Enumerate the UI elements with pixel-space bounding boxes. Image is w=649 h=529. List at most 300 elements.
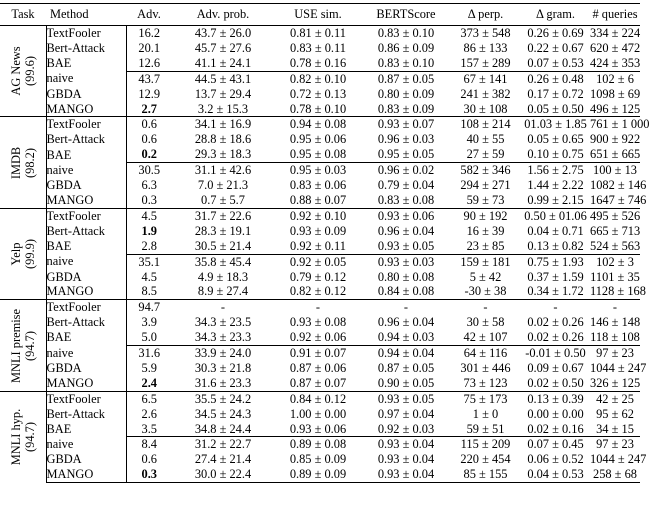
task-label: [0, 300, 46, 391]
adv-cell: 6.5: [126, 391, 172, 406]
bertscore-cell: 0.80 ± 0.08: [377, 269, 435, 284]
delta-gram-cell: 01.03 ± 1.85: [521, 117, 590, 132]
delta-perp-cell: 85 ± 155: [450, 467, 521, 482]
queries-cell: 495 ± 526: [590, 208, 641, 223]
adv-cell: 30.5: [126, 163, 172, 178]
bertscore-cell: 0.94 ± 0.03: [377, 330, 435, 345]
bertscore-cell: 0.96 ± 0.03: [377, 132, 435, 147]
adv-cell: 0.3: [126, 193, 172, 208]
adv-cell: 0.6: [126, 117, 172, 132]
task-label-rotated: [9, 146, 37, 178]
adv-prob-cell: 29.3 ± 18.3: [194, 147, 252, 162]
use-sim-cell: 0.85 ± 0.09: [289, 452, 347, 467]
table-row: [0, 117, 640, 132]
delta-gram-cell: 0.07 ± 0.53: [527, 55, 584, 70]
queries-cell: 95 ± 62: [596, 406, 634, 421]
task-score: (94.7): [22, 330, 37, 361]
table-row: [0, 208, 640, 223]
method-cell: Bert-Attack: [46, 223, 105, 238]
queries-cell: 1082 ± 146: [590, 178, 647, 193]
method-cell: Bert-Attack: [46, 132, 105, 147]
method-cell: GBDA: [46, 360, 82, 375]
table-body: [0, 26, 649, 483]
adv-prob-cell: 7.0 ± 21.3: [197, 178, 249, 193]
queries-cell: 97 ± 23: [590, 346, 640, 361]
delta-perp-cell: 5 ± 42: [469, 269, 502, 284]
adv-cell: 3.5: [126, 422, 172, 437]
task-label-rotated: [9, 47, 37, 96]
delta-gram-cell: 0.22 ± 0.67: [527, 40, 584, 55]
delta-gram-cell: -: [521, 300, 590, 315]
method-cell: TextFooler: [46, 300, 126, 315]
delta-perp-cell: 115 ± 209: [450, 437, 521, 452]
method-cell: BAE: [46, 238, 72, 253]
adv-cell: 20.1: [126, 41, 172, 56]
delta-gram-cell: 0.04 ± 0.71: [527, 223, 584, 238]
adv-cell: 12.9: [126, 87, 172, 102]
use-sim-cell: 0.93 ± 0.08: [289, 315, 347, 330]
queries-cell: 102 ± 3: [590, 254, 640, 269]
method-cell: TextFooler: [46, 117, 126, 132]
method-cell: Bert-Attack: [46, 315, 105, 330]
adv-cell: 0.6: [126, 132, 172, 147]
table-row: [0, 300, 640, 315]
use-sim-cell: 0.78 ± 0.10: [289, 101, 347, 116]
table-row: [0, 147, 640, 162]
adv-prob-cell: 27.4 ± 21.4: [194, 452, 252, 467]
delta-perp-cell: 1 ± 0: [472, 406, 499, 421]
task-label-rotated: [9, 239, 37, 269]
use-sim-cell: 0.87 ± 0.07: [289, 375, 347, 390]
method-cell: naive: [46, 437, 74, 452]
table-row: [0, 41, 640, 56]
method-cell: MANGO: [46, 467, 126, 482]
bertscore-cell: 0.93 ± 0.04: [362, 437, 450, 452]
bertscore-cell: 0.93 ± 0.04: [362, 467, 450, 482]
bertscore-cell: 0.87 ± 0.05: [377, 360, 435, 375]
adv-cell: 43.7: [126, 71, 172, 86]
adv-cell: 12.6: [126, 56, 172, 71]
table-row: [0, 71, 640, 86]
method-cell: BAE: [46, 147, 72, 162]
adv-prob-cell: 30.5 ± 21.4: [194, 238, 252, 253]
queries-cell: 146 ± 148: [590, 315, 641, 330]
method-cell: TextFooler: [46, 26, 101, 40]
table-row: [0, 239, 640, 254]
queries-cell: 665 ± 713: [590, 223, 641, 238]
best-adv-value: 0.2: [141, 147, 157, 162]
use-sim-cell: 0.95 ± 0.08: [289, 147, 347, 162]
header-adv-prob: Adv. prob.: [172, 4, 274, 26]
delta-perp-cell: 59 ± 73: [466, 192, 505, 207]
delta-perp-cell: 241 ± 382: [460, 86, 511, 101]
use-sim-cell: 0.92 ± 0.06: [289, 330, 347, 345]
bertscore-cell: 0.87 ± 0.05: [362, 71, 450, 86]
table-row: [0, 284, 640, 299]
adv-prob-cell: 4.9 ± 18.3: [197, 269, 249, 284]
task-label-rotated: [9, 309, 37, 383]
use-sim-cell: 1.00 ± 0.00: [289, 406, 347, 421]
adv-cell: 8.5: [126, 284, 172, 299]
queries-cell: 1128 ± 168: [590, 284, 646, 299]
adv-prob-cell: -: [172, 300, 274, 315]
bertscore-cell: 0.93 ± 0.03: [362, 254, 450, 269]
delta-gram-cell: 0.02 ± 0.26: [527, 330, 584, 345]
adv-prob-cell: 31.2 ± 22.7: [172, 437, 274, 452]
adv-prob-cell: 28.8 ± 18.6: [194, 132, 252, 147]
bertscore-cell: 0.84 ± 0.08: [377, 284, 435, 299]
bertscore-cell: 0.92 ± 0.03: [377, 421, 435, 436]
adv-prob-cell: 0.7 ± 5.7: [201, 192, 245, 207]
table-row: [0, 330, 640, 345]
use-sim-cell: 0.82 ± 0.12: [289, 284, 347, 299]
delta-gram-cell: 0.26 ± 0.48: [521, 71, 590, 86]
table-row: [0, 193, 640, 208]
header-row: [0, 4, 640, 26]
bertscore-cell: 0.83 ± 0.10: [377, 26, 435, 40]
delta-perp-cell: 86 ± 133: [463, 40, 508, 55]
adv-cell: 2.8: [126, 239, 172, 254]
adv-prob-cell: 35.8 ± 45.4: [172, 254, 274, 269]
bertscore-cell: -: [362, 300, 450, 315]
bertscore-cell: 0.95 ± 0.05: [377, 147, 435, 162]
adv-cell: 6.3: [126, 178, 172, 193]
delta-gram-cell: -0.01 ± 0.50: [521, 346, 590, 361]
table-row: [0, 178, 640, 193]
bertscore-cell: 0.83 ± 0.08: [377, 192, 435, 207]
use-sim-cell: 0.82 ± 0.10: [274, 71, 362, 86]
queries-cell: 34 ± 15: [596, 421, 634, 436]
method-cell: MANGO: [46, 284, 94, 299]
bertscore-cell: 0.83 ± 0.10: [377, 55, 435, 70]
use-sim-cell: 0.79 ± 0.12: [289, 269, 347, 284]
adv-cell: 94.7: [126, 300, 172, 315]
header-use-sim: USE sim.: [274, 4, 362, 26]
use-sim-cell: 0.84 ± 0.12: [274, 391, 362, 406]
header-delta-gram: Δ gram.: [521, 4, 590, 26]
bertscore-cell: 0.94 ± 0.04: [362, 346, 450, 361]
queries-cell: 620 ± 472: [590, 40, 641, 55]
delta-perp-cell: 159 ± 181: [450, 254, 521, 269]
bertscore-cell: 0.83 ± 0.09: [377, 101, 435, 116]
delta-perp-cell: -: [450, 300, 521, 315]
adv-cell: [126, 376, 172, 391]
results-table: [0, 3, 649, 483]
delta-perp-cell: 90 ± 192: [450, 208, 521, 223]
delta-gram-cell: 0.99 ± 2.15: [527, 192, 584, 207]
queries-cell: 1647 ± 746: [590, 192, 647, 207]
task-name: MNLI premise: [8, 308, 23, 383]
adv-prob-cell: 35.5 ± 24.2: [172, 391, 274, 406]
adv-cell: 3.9: [126, 315, 172, 330]
use-sim-cell: 0.83 ± 0.06: [289, 178, 347, 193]
bertscore-cell: 0.93 ± 0.05: [377, 238, 435, 253]
header-delta-perp: Δ perp.: [450, 4, 521, 26]
adv-prob-cell: 28.3 ± 19.1: [194, 223, 252, 238]
method-cell: GBDA: [46, 86, 82, 101]
use-sim-cell: 0.81 ± 0.11: [290, 26, 346, 40]
delta-perp-cell: 108 ± 214: [450, 117, 521, 132]
method-cell: MANGO: [46, 375, 94, 390]
method-cell: BAE: [46, 330, 72, 345]
table-row: [0, 346, 640, 361]
queries-cell: 1101 ± 35: [590, 269, 640, 284]
bertscore-cell: 0.90 ± 0.05: [377, 375, 435, 390]
delta-gram-cell: 0.05 ± 0.65: [527, 132, 584, 147]
header-task: Task: [0, 4, 46, 26]
delta-gram-cell: 0.06 ± 0.52: [527, 452, 584, 467]
header-bertscore: BERTScore: [362, 4, 450, 26]
adv-cell: 31.6: [126, 346, 172, 361]
bertscore-cell: 0.93 ± 0.06: [362, 208, 450, 223]
delta-perp-cell: 27 ± 59: [466, 147, 505, 162]
table-row: [0, 391, 640, 406]
adv-cell: [126, 467, 172, 482]
table-row: [0, 56, 640, 71]
bertscore-cell: 0.93 ± 0.05: [362, 391, 450, 406]
delta-perp-cell: 59 ± 51: [466, 421, 505, 436]
adv-prob-cell: 3.2 ± 15.3: [197, 101, 249, 116]
delta-perp-cell: 16 ± 39: [466, 223, 505, 238]
use-sim-cell: 0.93 ± 0.09: [289, 223, 347, 238]
delta-perp-cell: 157 ± 289: [460, 55, 511, 70]
adv-prob-cell: 34.3 ± 23.5: [194, 315, 252, 330]
delta-gram-cell: 0.13 ± 0.39: [521, 391, 590, 406]
delta-gram-cell: 1.44 ± 2.22: [527, 178, 584, 193]
adv-prob-cell: 8.9 ± 27.4: [197, 284, 249, 299]
task-name: Yelp: [8, 242, 23, 266]
table-row: [0, 315, 640, 330]
use-sim-cell: 0.72 ± 0.13: [289, 86, 347, 101]
adv-cell: 16.2: [126, 26, 172, 41]
table-row: [0, 422, 640, 437]
delta-perp-cell: 23 ± 85: [466, 238, 505, 253]
table-row: [0, 467, 640, 482]
adv-cell: 5.9: [126, 361, 172, 376]
use-sim-cell: 0.93 ± 0.06: [289, 421, 347, 436]
table-row: [0, 254, 640, 269]
adv-prob-cell: 31.6 ± 23.3: [194, 375, 252, 390]
use-sim-cell: -: [274, 300, 362, 315]
use-sim-cell: 0.89 ± 0.08: [274, 437, 362, 452]
method-cell: BAE: [46, 56, 72, 71]
table-row: [0, 437, 640, 452]
delta-gram-cell: 0.02 ± 0.26: [527, 315, 584, 330]
use-sim-cell: 0.92 ± 0.11: [290, 238, 346, 253]
queries-cell: 97 ± 23: [590, 437, 640, 452]
task-name: AG News: [8, 46, 23, 96]
adv-cell: 35.1: [126, 254, 172, 269]
delta-perp-cell: 42 ± 107: [463, 330, 508, 345]
table-row: [0, 407, 640, 422]
delta-perp-cell: 30 ± 58: [466, 315, 505, 330]
queries-cell: -: [590, 300, 640, 315]
delta-perp-cell: 75 ± 173: [450, 391, 521, 406]
bertscore-cell: 0.80 ± 0.09: [377, 86, 435, 101]
task-label: [0, 208, 46, 299]
best-adv-value: 1.9: [141, 223, 157, 238]
table-row: [0, 224, 640, 239]
task-label-rotated: [9, 409, 37, 465]
queries-cell: 118 ± 108: [590, 330, 640, 345]
delta-perp-cell: -30 ± 38: [464, 284, 507, 299]
queries-cell: 102 ± 6: [590, 71, 640, 86]
delta-perp-cell: 64 ± 116: [450, 346, 521, 361]
method-cell: naive: [46, 345, 74, 360]
adv-cell: [126, 224, 172, 239]
adv-cell: 4.5: [126, 208, 172, 223]
bertscore-cell: 0.97 ± 0.04: [377, 406, 435, 421]
queries-cell: 1044 ± 247: [590, 452, 647, 467]
adv-cell: 8.4: [126, 437, 172, 452]
use-sim-cell: 0.88 ± 0.07: [289, 192, 347, 207]
delta-perp-cell: 301 ± 446: [460, 360, 511, 375]
adv-prob-cell: 34.3 ± 23.3: [194, 330, 252, 345]
method-cell: MANGO: [46, 101, 94, 116]
queries-cell: 496 ± 125: [590, 101, 641, 116]
task-score: (94.7): [22, 422, 37, 453]
task-score: (99.9): [22, 239, 37, 270]
bertscore-cell: 0.93 ± 0.07: [362, 117, 450, 132]
delta-gram-cell: 0.10 ± 0.75: [527, 147, 584, 162]
use-sim-cell: 0.95 ± 0.03: [274, 163, 362, 178]
delta-gram-cell: 0.17 ± 0.72: [527, 86, 584, 101]
task-score: (98.2): [22, 147, 37, 178]
queries-cell: 258 ± 68: [590, 467, 640, 482]
delta-gram-cell: 0.34 ± 1.72: [527, 284, 584, 299]
table-row: [0, 102, 640, 117]
adv-cell: 0.6: [126, 452, 172, 467]
use-sim-cell: 0.94 ± 0.08: [274, 117, 362, 132]
adv-prob-cell: 30.3 ± 21.8: [194, 360, 252, 375]
table-row: [0, 376, 640, 391]
method-cell: naive: [46, 71, 74, 86]
queries-cell: 100 ± 13: [590, 163, 640, 178]
header-method: Method: [46, 4, 126, 26]
delta-perp-cell: 373 ± 548: [460, 26, 511, 40]
use-sim-cell: 0.87 ± 0.06: [289, 360, 347, 375]
delta-gram-cell: 0.07 ± 0.45: [521, 437, 590, 452]
method-cell: naive: [46, 162, 74, 177]
method-cell: BAE: [46, 421, 72, 436]
use-sim-cell: 0.95 ± 0.06: [289, 132, 347, 147]
use-sim-cell: 0.91 ± 0.07: [274, 346, 362, 361]
adv-prob-cell: 44.5 ± 43.1: [172, 71, 274, 86]
delta-gram-cell: 0.26 ± 0.69: [527, 26, 584, 40]
method-cell: TextFooler: [46, 391, 126, 406]
adv-prob-cell: 30.0 ± 22.4: [172, 467, 274, 482]
bertscore-cell: 0.96 ± 0.04: [377, 223, 435, 238]
delta-gram-cell: 0.00 ± 0.00: [527, 406, 584, 421]
task-label: [0, 117, 46, 208]
bertscore-cell: 0.96 ± 0.02: [362, 163, 450, 178]
queries-cell: 900 ± 922: [590, 132, 641, 147]
delta-perp-cell: 30 ± 108: [463, 101, 508, 116]
header-adv: Adv.: [126, 4, 172, 26]
bertscore-cell: 0.79 ± 0.04: [377, 178, 435, 193]
adv-prob-cell: 31.1 ± 42.6: [172, 163, 274, 178]
delta-perp-cell: 40 ± 55: [466, 132, 505, 147]
bertscore-cell: 0.86 ± 0.09: [377, 40, 435, 55]
use-sim-cell: 0.92 ± 0.05: [274, 254, 362, 269]
delta-perp-cell: 582 ± 346: [450, 163, 521, 178]
adv-prob-cell: 31.7 ± 22.6: [172, 208, 274, 223]
adv-cell: 5.0: [126, 330, 172, 345]
delta-gram-cell: 0.02 ± 0.16: [527, 421, 584, 436]
use-sim-cell: 0.78 ± 0.16: [289, 55, 347, 70]
best-adv-value: 0.3: [141, 467, 157, 482]
delta-perp-cell: 220 ± 454: [460, 452, 511, 467]
task-label: [0, 26, 46, 117]
adv-cell: [126, 102, 172, 117]
delta-gram-cell: 0.37 ± 1.59: [527, 269, 584, 284]
delta-gram-cell: 0.05 ± 0.50: [527, 101, 584, 116]
queries-cell: 42 ± 25: [590, 391, 640, 406]
method-cell: TextFooler: [46, 208, 126, 223]
best-adv-value: 2.7: [141, 101, 157, 116]
use-sim-cell: 0.83 ± 0.11: [290, 40, 346, 55]
table-row: [0, 26, 640, 41]
method-cell: GBDA: [46, 269, 82, 284]
queries-cell: 761 ± 1 000: [590, 117, 649, 132]
task-score: (99.6): [22, 56, 37, 87]
method-cell: GBDA: [46, 452, 82, 467]
table-row: [0, 452, 640, 467]
adv-prob-cell: 41.1 ± 24.1: [194, 55, 252, 70]
method-cell: naive: [46, 254, 74, 269]
adv-prob-cell: 43.7 ± 26.0: [194, 26, 252, 40]
adv-prob-cell: 34.8 ± 24.4: [194, 421, 252, 436]
method-cell: Bert-Attack: [46, 40, 105, 55]
delta-perp-cell: 73 ± 123: [463, 375, 508, 390]
delta-gram-cell: 0.09 ± 0.67: [527, 360, 584, 375]
adv-cell: 4.5: [126, 270, 172, 285]
method-cell: MANGO: [46, 192, 94, 207]
adv-prob-cell: 33.9 ± 24.0: [172, 346, 274, 361]
queries-cell: 651 ± 665: [590, 147, 641, 162]
adv-prob-cell: 34.5 ± 24.3: [194, 406, 252, 421]
delta-perp-cell: 294 ± 271: [460, 178, 511, 193]
best-adv-value: 2.4: [141, 375, 157, 390]
queries-cell: 326 ± 125: [590, 375, 641, 390]
table-row: [0, 361, 640, 376]
queries-cell: 424 ± 353: [590, 55, 641, 70]
queries-cell: 524 ± 563: [590, 238, 641, 253]
task-label: [0, 391, 46, 482]
bertscore-cell: 0.96 ± 0.04: [377, 315, 435, 330]
delta-gram-cell: 0.75 ± 1.93: [521, 254, 590, 269]
task-name: MNLI hyp.: [8, 408, 23, 466]
delta-gram-cell: 1.56 ± 2.75: [521, 163, 590, 178]
table-row: [0, 87, 640, 102]
adv-cell: [126, 147, 172, 162]
queries-cell: 1044 ± 247: [590, 360, 647, 375]
adv-prob-cell: 45.7 ± 27.6: [194, 40, 252, 55]
adv-cell: 2.6: [126, 407, 172, 422]
delta-gram-cell: 0.02 ± 0.50: [527, 375, 584, 390]
adv-prob-cell: 34.1 ± 16.9: [172, 117, 274, 132]
method-cell: Bert-Attack: [46, 406, 105, 421]
table-row: [0, 270, 640, 285]
queries-cell: 1098 ± 69: [590, 86, 641, 101]
bertscore-cell: 0.93 ± 0.04: [377, 452, 435, 467]
delta-gram-cell: 0.13 ± 0.82: [527, 238, 584, 253]
task-name: IMDB: [8, 146, 23, 179]
header-queries: # queries: [590, 4, 640, 26]
delta-gram-cell: 0.50 ± 01.06: [521, 208, 590, 223]
method-cell: GBDA: [46, 178, 82, 193]
table-row: [0, 132, 640, 147]
